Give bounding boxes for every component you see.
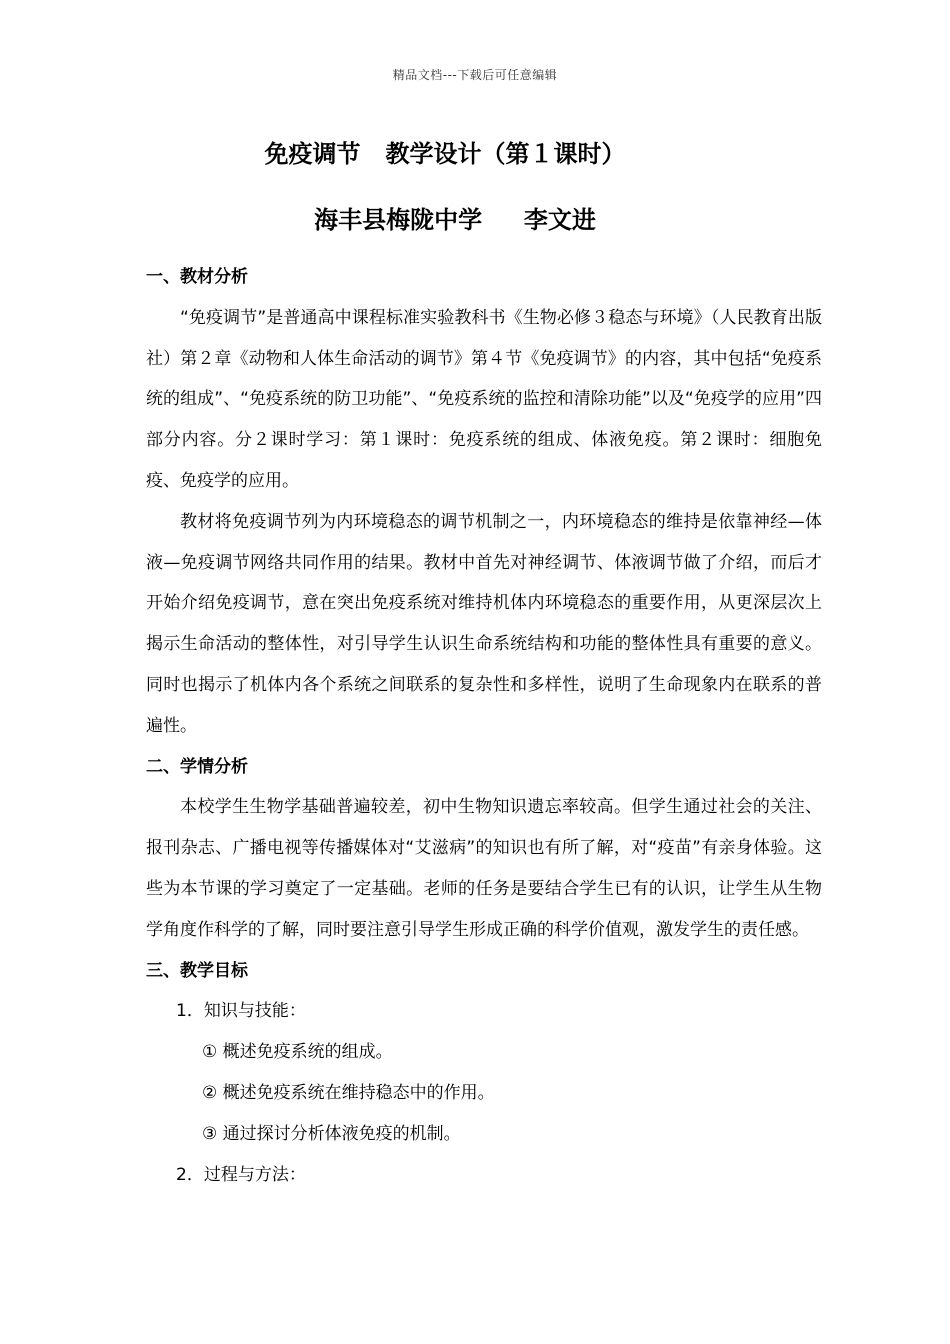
section-heading-teaching-goals: 三、教学目标 [146,960,248,981]
section-heading-student-analysis: 二、学情分析 [146,756,248,777]
header-note: 精品文档---下载后可任意编辑 [392,68,558,82]
document-title: 免疫调节 教学设计（第１课时） [264,140,626,168]
author-line: 海丰县梅陇中学 李文进 [314,206,596,234]
goal-item-knowledge-skills: 1．知识与技能： [176,1001,306,1022]
goal-subitem-3: ③ 通过探讨分析体液免疫的机制。 [202,1123,461,1144]
goal-subitem-1: ① 概述免疫系统的组成。 [202,1042,393,1063]
section-heading-textbook-analysis: 一、教材分析 [146,267,248,287]
document-body [146,257,822,1195]
goal-subitem-2: ② 概述免疫系统在维持稳态中的作用。 [202,1082,495,1103]
goal-item-process-methods: 2．过程与方法： [176,1164,306,1185]
paragraph-student-analysis: 本校学生生物学基础普遍较差，初中生物知识遗忘率较高。但学生通过社会的关注、报刊杂志、广播电视等传播媒体对“艾滋病”的知识也有所了解，对“疫苗”有亲身体验。这些为本节课的学习奠定了一定基础。老师的任务是要结合学生已有的认识，让学生从生物学角度作科学的了解，同时要注意引导学生形成正确的科学价值观，激发学生的责任感。 [146,797,822,940]
paragraph-textbook-analysis-1: “免疫调节”是普通高中课程标准实验教科书《生物必修３稳态与环境》（人民教育出版社）第２章《动物和人体生命活动的调节》第４节《免疫调节》的内容，其中包括“免疫系统的组成”、“免疫系统的防卫功能”、“免疫系统的监控和清除功能”以及“免疫学的应用”四部分内容。分２课时学习：第１课时：免疫系统的组成、体液免疫。第２课时：细胞免疫、免疫学的应用。 [146,307,822,491]
paragraph-textbook-analysis-2: 教材将免疫调节列为内环境稳态的调节机制之一，内环境稳态的维持是依靠神经—体液—免疫调节网络共同作用的结果。教材中首先对神经调节、体液调节做了介绍，而后才开始介绍免疫调节，意在突出免疫系统对维持机体内环境稳态的重要作用，从更深层次上揭示生命活动的整体性，对引导学生认识生命系统结构和功能的整体性具有重要的意义。同时也揭示了机体内各个系统之间联系的复杂性和多样性，说明了生命现象内在联系的普遍性。 [146,511,822,736]
